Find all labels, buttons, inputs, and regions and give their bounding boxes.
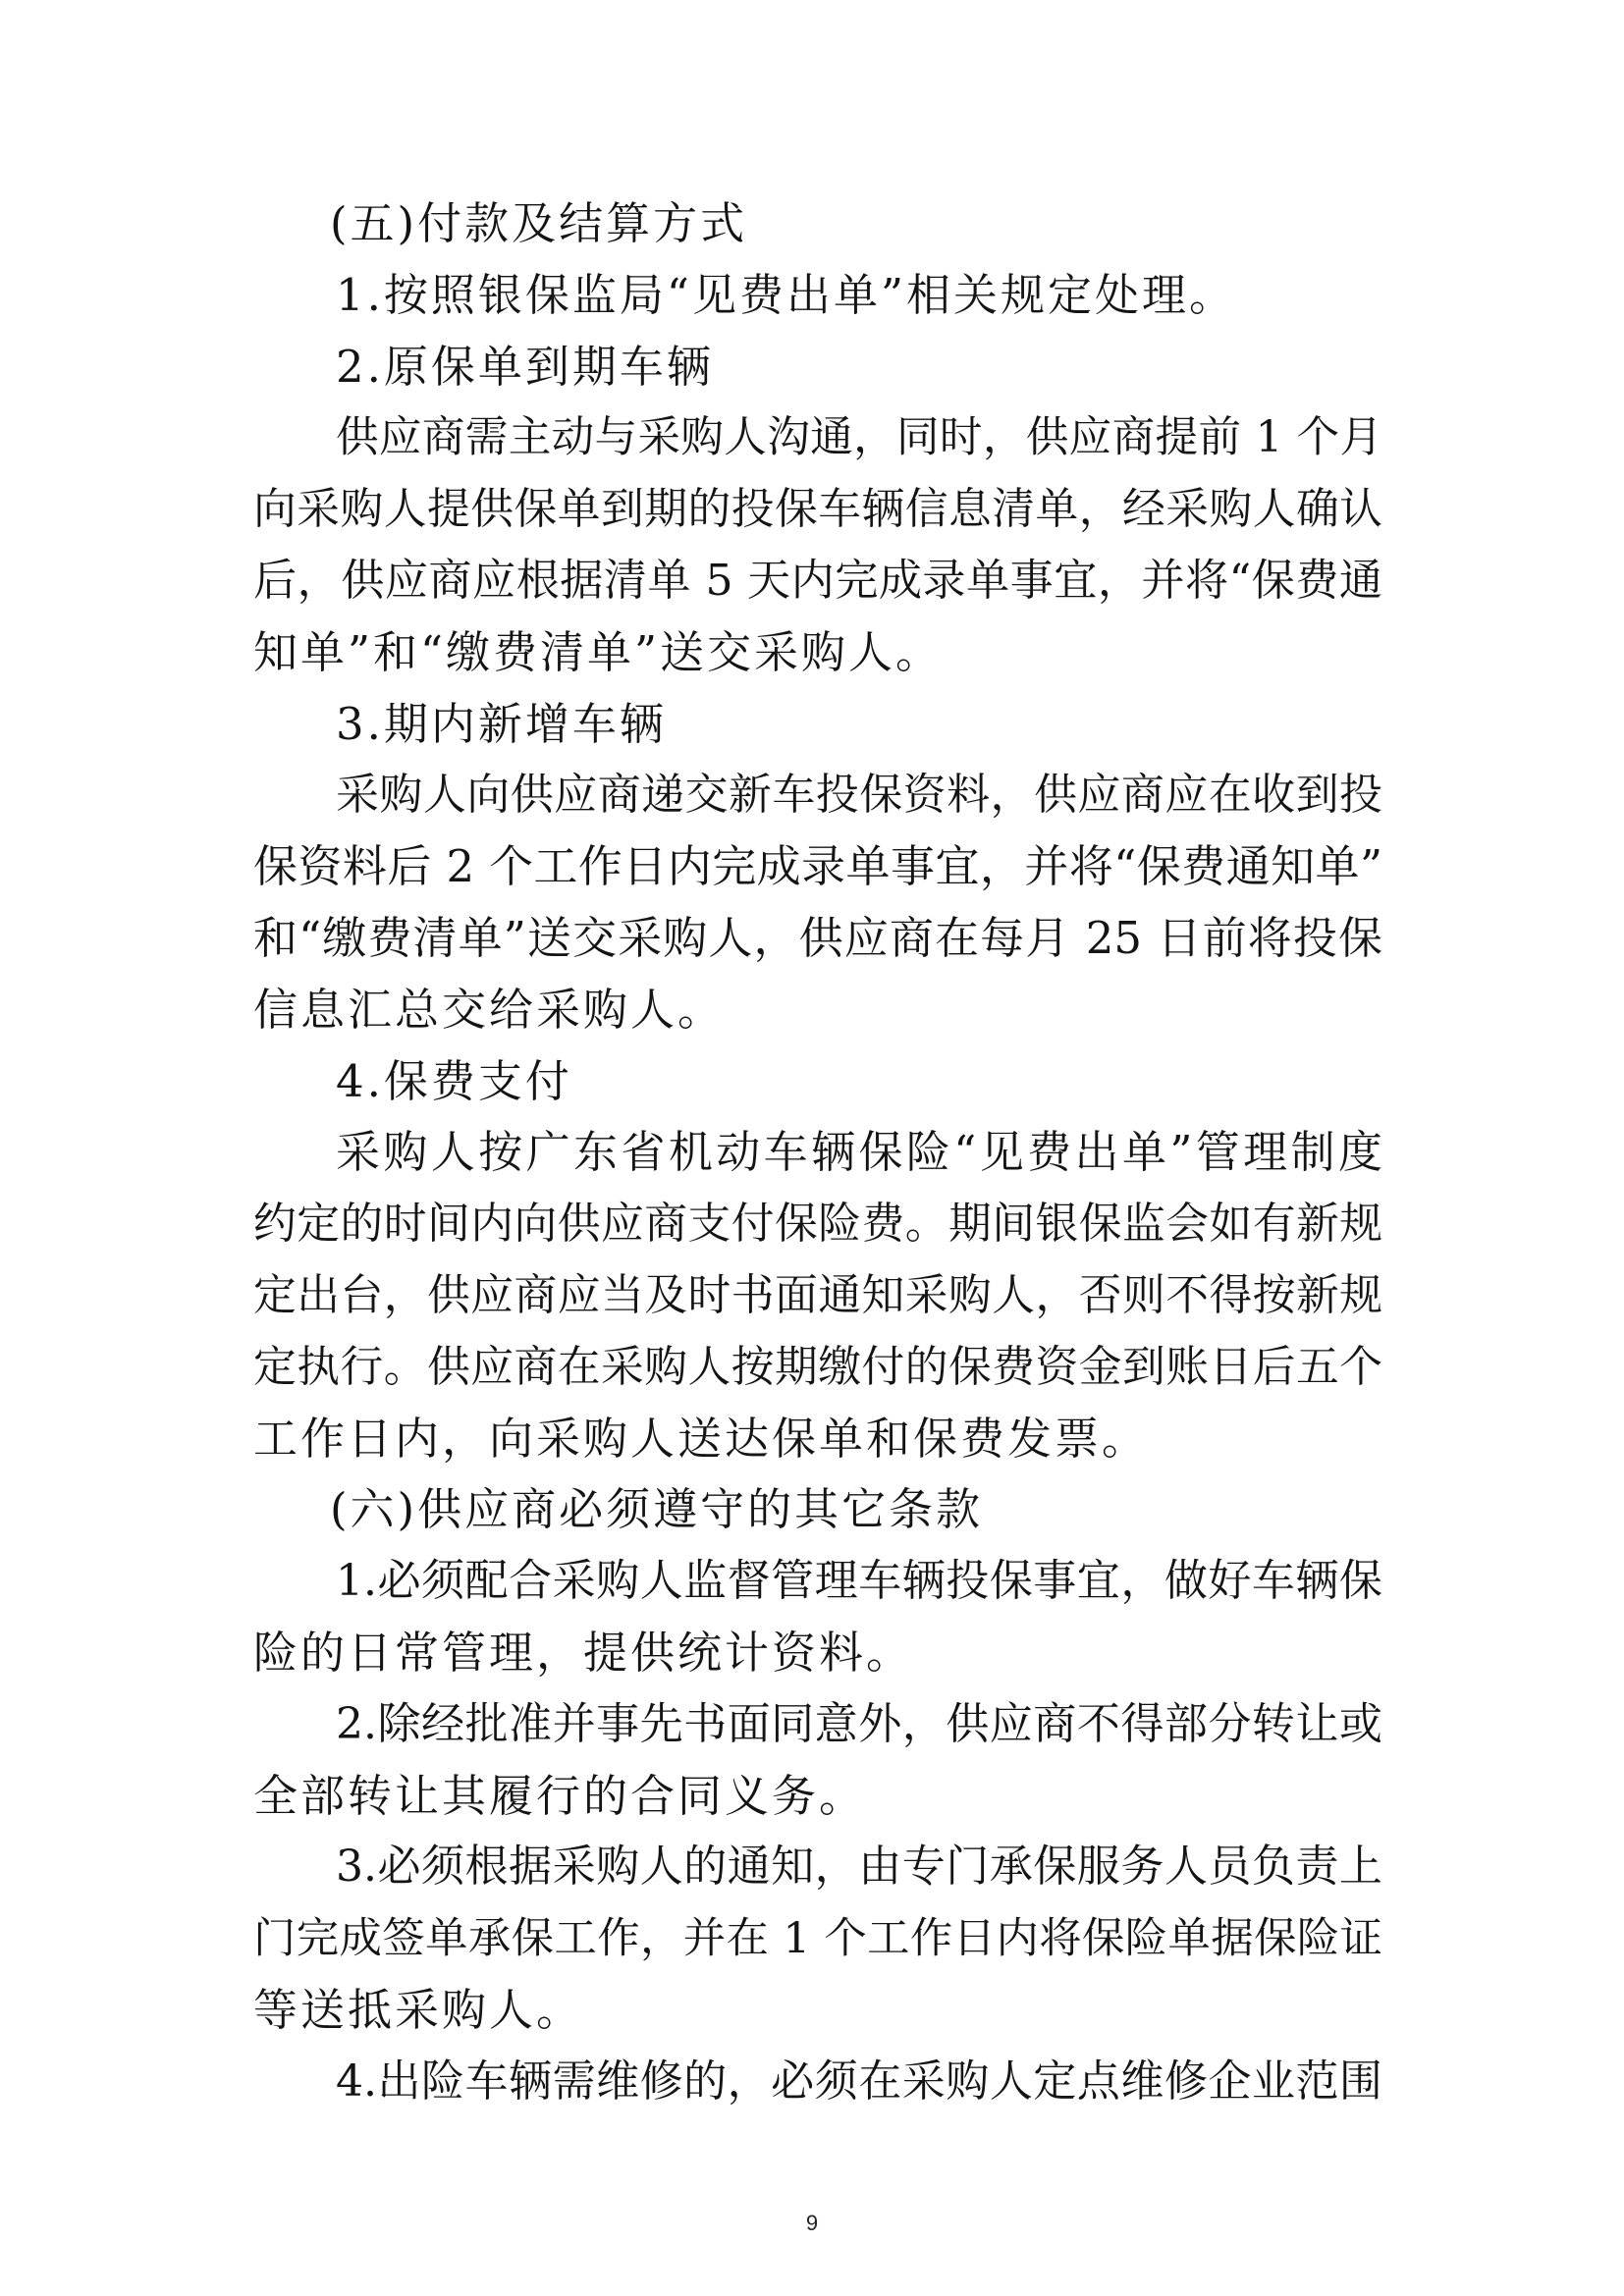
paragraph-line: 门完成签单承保工作，并在 1 个工作日内将保险单据保险证 (253, 1914, 1382, 1964)
subheading-new-vehicles: 3.期内新增车辆 (336, 697, 667, 750)
paragraph-line: 供应商需主动与采购人沟通，同时，供应商提前 1 个月 (336, 413, 1382, 463)
paragraph-line: 保资料后 2 个工作日内完成录单事宜，并将“保费通知单” (253, 840, 1382, 893)
paragraph-line: 1.必须配合采购人监督管理车辆投保事宜，做好车辆保 (336, 1556, 1382, 1607)
paragraph-line: 知单”和“缴费清单”送交采购人。 (253, 625, 944, 678)
paragraph-line: 工作日内，向采购人送达保单和保费发票。 (253, 1412, 1150, 1465)
paragraph-line: 定出台，供应商应当及时书面通知采购人，否则不得按新规 (253, 1269, 1382, 1320)
document-body (253, 188, 1382, 2118)
paragraph-line: 险的日常管理，提供统计资料。 (253, 1626, 914, 1679)
section-heading-payment: (五)付款及结算方式 (330, 197, 748, 249)
paragraph-line: 3.必须根据采购人的通知，由专门承保服务人员负责上 (336, 1842, 1382, 1893)
paragraph-line: 约定的时间内向供应商支付保险费。期间银保监会如有新规 (253, 1199, 1382, 1250)
paragraph-line: 1.按照银保监局“见费出单”相关规定处理。 (336, 268, 1236, 321)
paragraph-line: 信息汇总交给采购人。 (253, 983, 726, 1036)
paragraph-line: 采购人向供应商递交新车投保资料，供应商应在收到投 (336, 770, 1382, 821)
paragraph-line: 采购人按广东省机动车辆保险“见费出单”管理制度 (336, 1126, 1382, 1179)
paragraph-line: 4.出险车辆需维修的，必须在采购人定点维修企业范围 (336, 2056, 1382, 2107)
paragraph-line: 定执行。供应商在采购人按期缴付的保费资金到账日后五个 (253, 1341, 1382, 1392)
subheading-expiring-vehicles: 2.原保单到期车辆 (336, 340, 714, 393)
subheading-premium-payment: 4.保费支付 (336, 1054, 572, 1107)
section-heading-other-terms: (六)供应商必须遵守的其它条款 (330, 1483, 984, 1536)
paragraph-line: 后，供应商应根据清单 5 天内完成录单事宜，并将“保费通 (253, 555, 1382, 606)
paragraph-line: 向采购人提供保单到期的投保车辆信息清单，经采购人确认 (253, 484, 1382, 535)
paragraph-line: 全部转让其履行的合同义务。 (253, 1769, 867, 1822)
paragraph-line: 等送抵采购人。 (253, 1983, 584, 2036)
paragraph-line: 和“缴费清单”送交采购人，供应商在每月 25 日前将投保 (253, 911, 1382, 964)
page-number: 9 (805, 2211, 819, 2235)
paragraph-line: 2.除经批准并事先书面同意外，供应商不得部分转让或 (336, 1698, 1382, 1749)
